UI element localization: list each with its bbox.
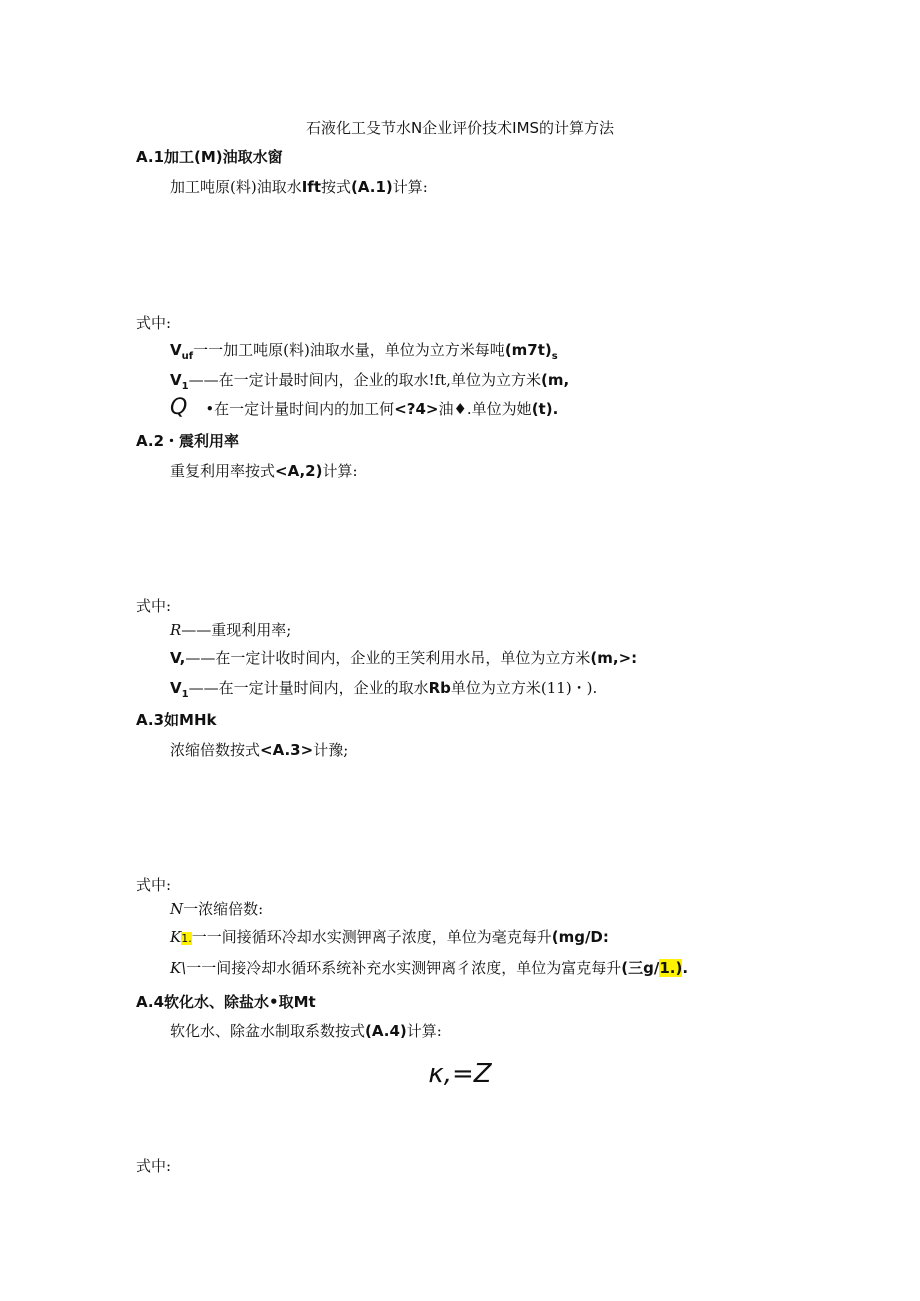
section-a3-heading: A.3如MHk (136, 711, 217, 729)
section-a1-heading: A.1加工(M)油取水窗 (136, 148, 283, 166)
a3-intro-ref: <A.3> (260, 741, 314, 759)
a3-def2-text: 一一间接循环冷却水实测钾离子浓度，单位为毫克每升 (191, 928, 552, 946)
a2-intro-ref: <A,2) (275, 462, 323, 480)
a1-def2-unit: (m, (540, 371, 570, 389)
a3-where-label: 式中: (136, 876, 172, 894)
a2-where-label: 式中: (136, 597, 172, 615)
a3-def3-unit: (三g/ (621, 959, 660, 977)
a1-def2-text: ——在一定计最时间内，企业的取水!ft,单位为立方米 (188, 371, 541, 389)
section-a1-intro (170, 177, 428, 197)
a2-intro-text2: 计算: (322, 462, 358, 480)
a3-def2-unit: (mg/D: (551, 928, 609, 946)
a3-def2-symbol: K (170, 928, 182, 946)
a2-def3-text2: 单位为立方米(11)・). (450, 679, 598, 697)
a1-def1-end: s (551, 351, 558, 362)
a2-def2-text: ——在一定计收时间内，企业的王笑利用水吊，单位为立方米 (185, 649, 591, 667)
a2-def2-symbol: V, (170, 649, 186, 667)
a2-def3-symbol: V (170, 679, 182, 697)
a1-def2-subscript: 1 (181, 381, 189, 392)
a1-def2-symbol: V (170, 371, 182, 389)
a1-where-label: 式中: (136, 314, 172, 332)
a4-intro-text2: 计算: (406, 1022, 442, 1040)
a2-def1-symbol: R (170, 621, 182, 639)
a1-def3-text2: 油♦.单位为她 (438, 400, 532, 418)
a3-def-1 (170, 899, 263, 919)
a3-def2-highlight: 1. (181, 932, 192, 945)
a3-def-3 (170, 958, 688, 978)
a3-intro-text2: 计豫; (313, 741, 349, 759)
a4-intro-ref: (A.4) (365, 1022, 407, 1040)
a1-def1-subscript: uf (181, 351, 194, 362)
a2-def3-text: ——在一定计量时间内，企业的取水 (188, 679, 429, 697)
a1-def-3 (170, 395, 559, 420)
a1-def1-text: 一一加工吨原(料)油取水量，单位为立方米每吨 (193, 341, 505, 359)
a1-intro-text2: 按式 (321, 178, 352, 196)
a2-def3-subscript: 1 (181, 689, 189, 700)
a2-def1-text: ——重现利用率; (181, 621, 292, 639)
a3-def3-text: 一一间接冷却水循环系统补充水实测钾离彳浓度，单位为富克每升 (186, 959, 622, 977)
a1-intro-text3: 计算: (392, 178, 428, 196)
section-a3-intro (170, 740, 348, 760)
section-a2-heading: A.2・震利用率 (136, 432, 240, 450)
a3-def3-end: . (682, 959, 689, 977)
section-a4-intro (170, 1021, 442, 1041)
a1-def-2 (170, 370, 569, 397)
section-a4-heading: A.4软化水、除盐水•取Mt (136, 993, 316, 1011)
a1-def-1 (170, 340, 558, 367)
a1-def3-text: •在一定计量时间内的加工何 (205, 400, 395, 418)
a1-def1-unit: (m7t) (504, 341, 552, 359)
a3-def1-text: 一浓缩倍数: (183, 900, 264, 918)
a1-intro-ref: (A.1) (351, 178, 393, 196)
document-title: 石液化工殳节水N企业评价技术IMS的计算方法 (305, 119, 615, 137)
a3-def3-highlight: 1.) (659, 959, 683, 977)
a1-intro-bold: Ift (301, 178, 321, 196)
a1-def3-symbol: Q (170, 395, 188, 420)
a3-def1-symbol: N (170, 900, 184, 918)
section-a2-intro (170, 461, 358, 481)
a2-def2-unit: (m,>: (590, 649, 638, 667)
a2-intro-text: 重复利用率按式 (170, 462, 276, 480)
a3-def3-symbol: K\ (170, 959, 187, 977)
a1-def3-unit: (t). (531, 400, 559, 418)
a1-def1-symbol: V (170, 341, 182, 359)
a4-formula: κ,=Z (428, 1059, 492, 1089)
a1-intro-text: 加工吨原(料)油取水 (170, 178, 302, 196)
a1-def3-ref: <?4> (394, 400, 439, 418)
a4-where-label: 式中: (136, 1157, 172, 1175)
a2-def-3 (170, 678, 597, 705)
a3-intro-text: 浓缩倍数按式 (170, 741, 261, 759)
a4-intro-text: 软化水、除盆水制取系数按式 (170, 1022, 366, 1040)
a3-def-2 (170, 927, 609, 949)
a2-def3-bold: Rb (428, 679, 451, 697)
a2-def-2 (170, 648, 637, 668)
a2-def-1 (170, 620, 291, 640)
